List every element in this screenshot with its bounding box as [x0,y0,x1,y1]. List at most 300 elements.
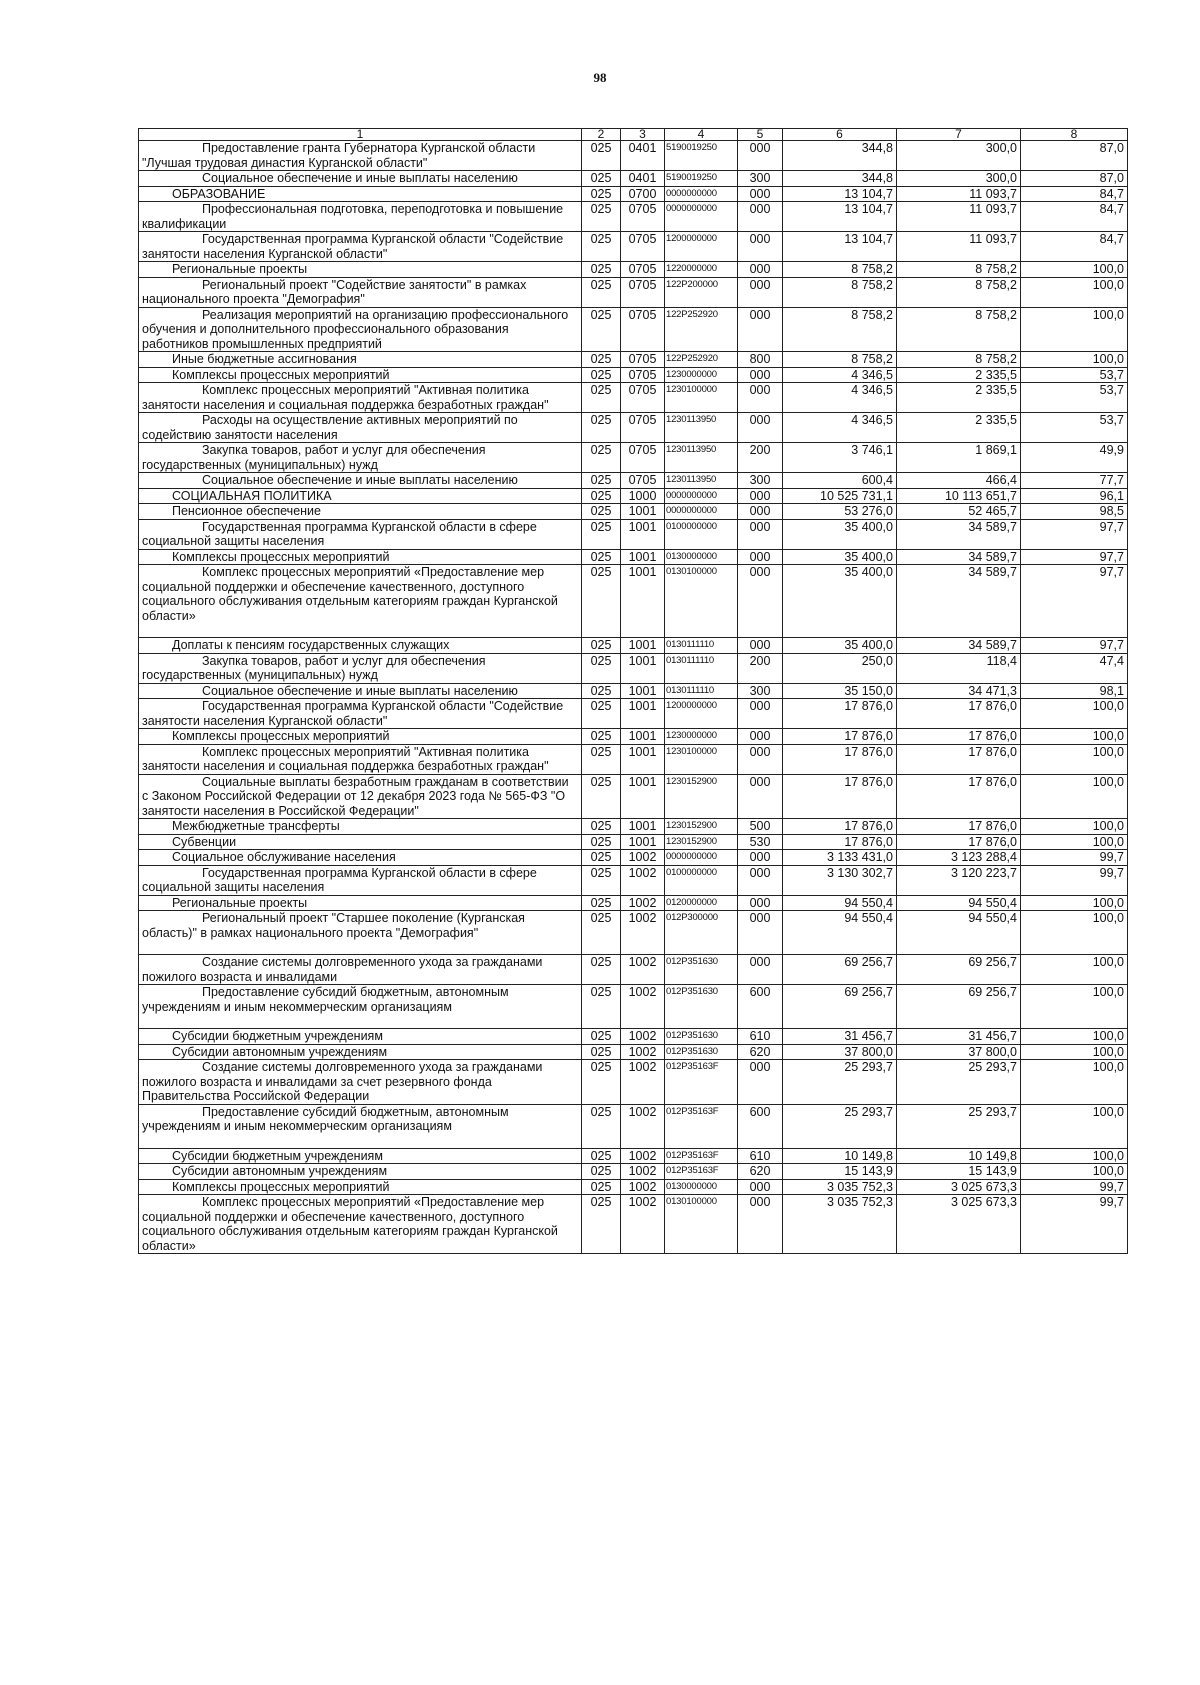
expense-type-cell: 000 [738,744,783,774]
row-name-cell [139,653,582,683]
execution-percent-cell: 100,0 [1021,834,1128,850]
row-name-text: Региональный проект "Старшее поколение (Курганская область)" в рамках национального проекта "Демография" [142,911,525,940]
plan-amount-cell: 3 746,1 [783,443,897,473]
ministry-code-cell: 025 [582,834,621,850]
table-row [139,202,1128,232]
row-name-text: Региональные проекты [172,262,308,276]
plan-amount-cell: 4 346,5 [783,413,897,443]
plan-amount-cell: 69 256,7 [783,985,897,1029]
expense-type-cell: 600 [738,1104,783,1148]
execution-percent-cell: 99,7 [1021,1179,1128,1195]
row-name-text: Комплекс процессных мероприятий "Активная политика занятости населения и социальная поддержка безработных граждан" [142,744,549,773]
row-name-cell [139,683,582,699]
target-article-cell: 0130111110 [665,683,738,699]
ministry-code-cell: 025 [582,186,621,202]
ministry-code-cell: 025 [582,850,621,866]
target-article-cell: 1230100000 [665,383,738,413]
table-row [139,186,1128,202]
plan-amount-cell: 3 035 752,3 [783,1195,897,1254]
expense-type-cell: 000 [738,186,783,202]
table-row [139,141,1128,171]
target-article-cell: 012P351630 [665,1044,738,1060]
execution-percent-cell: 100,0 [1021,819,1128,835]
column-header: 2 [582,129,621,141]
ministry-code-cell: 025 [582,1195,621,1254]
section-code-cell: 1002 [621,955,665,985]
target-article-cell: 122P200000 [665,277,738,307]
plan-amount-cell: 3 035 752,3 [783,1179,897,1195]
section-code-cell: 1001 [621,834,665,850]
ministry-code-cell: 025 [582,819,621,835]
actual-amount-cell: 69 256,7 [897,955,1021,985]
table-header-row [139,129,1128,141]
execution-percent-cell: 53,7 [1021,367,1128,383]
ministry-code-cell: 025 [582,141,621,171]
row-name-text: Комплекс процессных мероприятий «Предоставление мер социальной поддержки и обеспечение качественного, доступного социального обслуживания отдельным категориям граждан Курганской области» [142,565,558,623]
plan-amount-cell: 17 876,0 [783,819,897,835]
plan-amount-cell: 25 293,7 [783,1104,897,1148]
row-name-text: Комплексы процессных мероприятий [172,1179,390,1194]
row-name-cell [139,367,582,383]
target-article-cell: 0000000000 [665,488,738,504]
actual-amount-cell: 17 876,0 [897,744,1021,774]
section-code-cell: 1002 [621,985,665,1029]
row-name-text: СОЦИАЛЬНАЯ ПОЛИТИКА [172,488,332,503]
execution-percent-cell: 100,0 [1021,985,1128,1029]
table-row [139,985,1128,1029]
ministry-code-cell: 025 [582,744,621,774]
execution-percent-cell: 100,0 [1021,1104,1128,1148]
plan-amount-cell: 15 143,9 [783,1164,897,1180]
row-name-text: Государственная программа Курганской области "Содействие занятости населения Курганской области" [142,232,564,261]
row-name-text: Предоставление субсидий бюджетным, автономным учреждениям и иным некоммерческим организациям [142,985,509,1014]
execution-percent-cell: 100,0 [1021,744,1128,774]
plan-amount-cell: 37 800,0 [783,1044,897,1060]
ministry-code-cell: 025 [582,1164,621,1180]
section-code-cell: 1002 [621,1044,665,1060]
section-code-cell: 1000 [621,488,665,504]
row-name-cell [139,488,582,504]
section-code-cell: 1002 [621,850,665,866]
section-code-cell: 1001 [621,729,665,745]
ministry-code-cell: 025 [582,171,621,187]
row-name-cell [139,277,582,307]
ministry-code-cell: 025 [582,504,621,520]
row-name-cell [139,1104,582,1148]
execution-percent-cell: 100,0 [1021,307,1128,352]
execution-percent-cell: 53,7 [1021,383,1128,413]
plan-amount-cell: 13 104,7 [783,202,897,232]
plan-amount-cell: 10 149,8 [783,1148,897,1164]
table-row [139,1164,1128,1180]
row-name-cell [139,1164,582,1180]
row-name-text: Предоставление субсидий бюджетным, автономным учреждениям и иным некоммерческим организациям [142,1104,509,1133]
row-name-cell [139,307,582,352]
row-name-text: Социальное обеспечение и иные выплаты населению [202,473,518,487]
actual-amount-cell: 25 293,7 [897,1060,1021,1105]
expense-type-cell: 000 [738,367,783,383]
plan-amount-cell: 69 256,7 [783,955,897,985]
actual-amount-cell: 3 123 288,4 [897,850,1021,866]
table-row [139,955,1128,985]
target-article-cell: 5190019250 [665,141,738,171]
row-name-cell [139,865,582,895]
target-article-cell: 012P351630 [665,985,738,1029]
target-article-cell: 0130000000 [665,1179,738,1195]
expense-type-cell: 200 [738,443,783,473]
section-code-cell: 0705 [621,277,665,307]
table-row [139,277,1128,307]
target-article-cell: 1230100000 [665,744,738,774]
table-row [139,744,1128,774]
table-row [139,171,1128,187]
execution-percent-cell: 87,0 [1021,141,1128,171]
section-code-cell: 1002 [621,1179,665,1195]
expense-type-cell: 000 [738,232,783,262]
row-name-text: Социальные выплаты безработным гражданам в соответствии с Законом Российской Федерации от 12 декабря 2023 года № 565-ФЗ "О занятости населения в Российской Федерации" [142,774,569,818]
expense-type-cell: 000 [738,413,783,443]
row-name-text: Региональный проект "Содействие занятости" в рамках национального проекта "Демография" [142,277,527,306]
ministry-code-cell: 025 [582,519,621,549]
ministry-code-cell: 025 [582,202,621,232]
actual-amount-cell: 69 256,7 [897,985,1021,1029]
target-article-cell: 012P35163F [665,1164,738,1180]
plan-amount-cell: 8 758,2 [783,307,897,352]
budget-table [138,128,1128,1254]
ministry-code-cell: 025 [582,1104,621,1148]
table-row [139,729,1128,745]
column-header: 4 [665,129,738,141]
expense-type-cell: 000 [738,549,783,565]
section-code-cell: 1002 [621,1029,665,1045]
plan-amount-cell: 3 130 302,7 [783,865,897,895]
row-name-cell [139,1060,582,1105]
row-name-text: Создание системы долговременного ухода за гражданами пожилого возраста и инвалидами за счет резервного фонда Правительства Российской Федерации [142,1060,543,1103]
expense-type-cell: 000 [738,1179,783,1195]
row-name-cell [139,232,582,262]
row-name-cell [139,819,582,835]
actual-amount-cell: 34 589,7 [897,565,1021,638]
actual-amount-cell: 34 589,7 [897,519,1021,549]
table-row [139,352,1128,368]
section-code-cell: 1002 [621,865,665,895]
target-article-cell: 012P35163F [665,1104,738,1148]
ministry-code-cell: 025 [582,367,621,383]
table-row [139,895,1128,911]
actual-amount-cell: 17 876,0 [897,819,1021,835]
actual-amount-cell: 3 120 223,7 [897,865,1021,895]
plan-amount-cell: 10 525 731,1 [783,488,897,504]
row-name-cell [139,443,582,473]
expense-type-cell: 000 [738,774,783,819]
section-code-cell: 1001 [621,504,665,520]
table-row [139,834,1128,850]
execution-percent-cell: 84,7 [1021,186,1128,202]
target-article-cell: 5190019250 [665,171,738,187]
table-row [139,1195,1128,1254]
actual-amount-cell: 8 758,2 [897,262,1021,278]
plan-amount-cell: 35 400,0 [783,519,897,549]
section-code-cell: 0705 [621,383,665,413]
row-name-text: Региональные проекты [172,895,308,910]
section-code-cell: 1001 [621,819,665,835]
row-name-text: Комплексы процессных мероприятий [172,549,390,564]
execution-percent-cell: 97,7 [1021,565,1128,638]
table-row [139,850,1128,866]
ministry-code-cell: 025 [582,307,621,352]
expense-type-cell: 200 [738,653,783,683]
target-article-cell: 1230152900 [665,819,738,835]
ministry-code-cell: 025 [582,262,621,278]
section-code-cell: 0705 [621,413,665,443]
actual-amount-cell: 94 550,4 [897,911,1021,955]
plan-amount-cell: 35 400,0 [783,638,897,654]
row-name-cell [139,413,582,443]
expense-type-cell: 000 [738,850,783,866]
target-article-cell: 012P300000 [665,911,738,955]
ministry-code-cell: 025 [582,413,621,443]
column-header: 1 [139,129,582,141]
actual-amount-cell: 118,4 [897,653,1021,683]
target-article-cell: 1230152900 [665,834,738,850]
expense-type-cell: 300 [738,171,783,187]
plan-amount-cell: 250,0 [783,653,897,683]
section-code-cell: 1001 [621,549,665,565]
expense-type-cell: 000 [738,638,783,654]
expense-type-cell: 620 [738,1044,783,1060]
execution-percent-cell: 100,0 [1021,699,1128,729]
row-name-text: Социальное обеспечение и иные выплаты населению [202,171,518,185]
ministry-code-cell: 025 [582,352,621,368]
plan-amount-cell: 344,8 [783,171,897,187]
target-article-cell: 1230113950 [665,473,738,489]
table-row [139,1044,1128,1060]
execution-percent-cell: 100,0 [1021,277,1128,307]
ministry-code-cell: 025 [582,985,621,1029]
section-code-cell: 0705 [621,352,665,368]
expense-type-cell: 000 [738,911,783,955]
row-name-text: Иные бюджетные ассигнования [172,352,357,366]
target-article-cell: 0120000000 [665,895,738,911]
actual-amount-cell: 2 335,5 [897,367,1021,383]
actual-amount-cell: 11 093,7 [897,186,1021,202]
target-article-cell: 0130111110 [665,653,738,683]
plan-amount-cell: 35 400,0 [783,549,897,565]
execution-percent-cell: 100,0 [1021,1044,1128,1060]
column-header: 6 [783,129,897,141]
expense-type-cell: 000 [738,865,783,895]
execution-percent-cell: 97,7 [1021,519,1128,549]
table-row [139,367,1128,383]
row-name-cell [139,473,582,489]
plan-amount-cell: 17 876,0 [783,699,897,729]
row-name-cell [139,549,582,565]
ministry-code-cell: 025 [582,774,621,819]
row-name-cell [139,1044,582,1060]
row-name-text: Субсидии автономным учреждениям [172,1164,388,1178]
row-name-cell [139,850,582,866]
execution-percent-cell: 49,9 [1021,443,1128,473]
plan-amount-cell: 17 876,0 [783,834,897,850]
table-row [139,504,1128,520]
section-code-cell: 0705 [621,232,665,262]
expense-type-cell: 800 [738,352,783,368]
target-article-cell: 1200000000 [665,232,738,262]
row-name-text: ОБРАЗОВАНИЕ [172,186,266,201]
ministry-code-cell: 025 [582,277,621,307]
execution-percent-cell: 100,0 [1021,1164,1128,1180]
ministry-code-cell: 025 [582,653,621,683]
row-name-text: Расходы на осуществление активных мероприятий по содействию занятости населения [142,413,518,442]
section-code-cell: 1001 [621,683,665,699]
actual-amount-cell: 17 876,0 [897,729,1021,745]
plan-amount-cell: 8 758,2 [783,262,897,278]
section-code-cell: 1002 [621,895,665,911]
execution-percent-cell: 53,7 [1021,413,1128,443]
row-name-cell [139,262,582,278]
ministry-code-cell: 025 [582,1179,621,1195]
row-name-cell [139,504,582,520]
section-code-cell: 0401 [621,141,665,171]
execution-percent-cell: 100,0 [1021,1148,1128,1164]
target-article-cell: 012P351630 [665,1029,738,1045]
row-name-text: Межбюджетные трансферты [172,819,340,833]
execution-percent-cell: 77,7 [1021,473,1128,489]
target-article-cell: 1230000000 [665,367,738,383]
plan-amount-cell: 25 293,7 [783,1060,897,1105]
target-article-cell: 122P252920 [665,352,738,368]
table-row [139,549,1128,565]
execution-percent-cell: 100,0 [1021,352,1128,368]
plan-amount-cell: 17 876,0 [783,744,897,774]
row-name-cell [139,383,582,413]
expense-type-cell: 000 [738,895,783,911]
column-header: 7 [897,129,1021,141]
row-name-text: Закупка товаров, работ и услуг для обеспечения государственных (муниципальных) нужд [142,653,486,682]
ministry-code-cell: 025 [582,383,621,413]
target-article-cell: 0000000000 [665,186,738,202]
execution-percent-cell: 100,0 [1021,729,1128,745]
target-article-cell: 0000000000 [665,850,738,866]
row-name-text: Государственная программа Курганской области в сфере социальной защиты населения [142,865,537,894]
plan-amount-cell: 17 876,0 [783,774,897,819]
row-name-text: Доплаты к пенсиям государственных служащих [172,638,450,652]
table-row [139,865,1128,895]
actual-amount-cell: 52 465,7 [897,504,1021,520]
target-article-cell: 1230152900 [665,774,738,819]
expense-type-cell: 000 [738,488,783,504]
row-name-text: Комплекс процессных мероприятий «Предоставление мер социальной поддержки и обеспечение качественного, доступного социального обслуживания отдельным категориям граждан Курганской области» [142,1195,558,1253]
ministry-code-cell: 025 [582,683,621,699]
row-name-text: Субсидии бюджетным учреждениям [172,1029,383,1043]
row-name-text: Предоставление гранта Губернатора Курганской области "Лучшая трудовая династия Курганской области" [142,141,536,170]
row-name-text: Государственная программа Курганской области "Содействие занятости населения Курганской области" [142,699,564,728]
actual-amount-cell: 37 800,0 [897,1044,1021,1060]
ministry-code-cell: 025 [582,565,621,638]
execution-percent-cell: 100,0 [1021,774,1128,819]
execution-percent-cell: 84,7 [1021,232,1128,262]
section-code-cell: 1002 [621,911,665,955]
row-name-text: Социальное обслуживание населения [172,850,396,864]
section-code-cell: 1001 [621,699,665,729]
page-number: 98 [593,70,607,85]
table-row [139,1148,1128,1164]
actual-amount-cell: 8 758,2 [897,277,1021,307]
execution-percent-cell: 100,0 [1021,262,1128,278]
table-row [139,653,1128,683]
ministry-code-cell: 025 [582,1044,621,1060]
row-name-cell [139,519,582,549]
row-name-cell [139,141,582,171]
row-name-cell [139,985,582,1029]
expense-type-cell: 610 [738,1148,783,1164]
expense-type-cell: 300 [738,683,783,699]
ministry-code-cell: 025 [582,955,621,985]
actual-amount-cell: 34 471,3 [897,683,1021,699]
expense-type-cell: 530 [738,834,783,850]
target-article-cell: 012P35163F [665,1060,738,1105]
row-name-cell [139,171,582,187]
section-code-cell: 0705 [621,473,665,489]
target-article-cell: 0000000000 [665,504,738,520]
ministry-code-cell: 025 [582,232,621,262]
section-code-cell: 0705 [621,307,665,352]
execution-percent-cell: 100,0 [1021,911,1128,955]
table-row [139,683,1128,699]
section-code-cell: 1001 [621,774,665,819]
target-article-cell: 0130000000 [665,549,738,565]
row-name-text: Комплексы процессных мероприятий [172,367,390,382]
target-article-cell: 1220000000 [665,262,738,278]
target-article-cell: 0130100000 [665,565,738,638]
expense-type-cell: 000 [738,277,783,307]
plan-amount-cell: 4 346,5 [783,367,897,383]
expense-type-cell: 000 [738,1195,783,1254]
execution-percent-cell: 100,0 [1021,955,1128,985]
actual-amount-cell: 11 093,7 [897,202,1021,232]
table-row [139,1104,1128,1148]
section-code-cell: 0705 [621,262,665,278]
row-name-cell [139,1195,582,1254]
table-row [139,911,1128,955]
column-header: 8 [1021,129,1128,141]
execution-percent-cell: 98,1 [1021,683,1128,699]
plan-amount-cell: 31 456,7 [783,1029,897,1045]
table-row [139,413,1128,443]
row-name-text: Субсидии автономным учреждениям [172,1044,388,1059]
ministry-code-cell: 025 [582,895,621,911]
expense-type-cell: 000 [738,262,783,278]
actual-amount-cell: 15 143,9 [897,1164,1021,1180]
section-code-cell: 1002 [621,1060,665,1105]
section-code-cell: 1001 [621,565,665,638]
row-name-text: Комплекс процессных мероприятий "Активная политика занятости населения и социальная поддержка безработных граждан" [142,383,549,412]
actual-amount-cell: 300,0 [897,141,1021,171]
row-name-cell [139,834,582,850]
expense-type-cell: 000 [738,955,783,985]
section-code-cell: 1001 [621,519,665,549]
row-name-cell [139,186,582,202]
row-name-text: Государственная программа Курганской области в сфере социальной защиты населения [142,519,537,548]
table-row [139,262,1128,278]
ministry-code-cell: 025 [582,1060,621,1105]
row-name-text: Комплексы процессных мероприятий [172,729,390,743]
actual-amount-cell: 17 876,0 [897,834,1021,850]
target-article-cell: 012P35163F [665,1148,738,1164]
table-row [139,488,1128,504]
table-row [139,699,1128,729]
plan-amount-cell: 35 400,0 [783,565,897,638]
